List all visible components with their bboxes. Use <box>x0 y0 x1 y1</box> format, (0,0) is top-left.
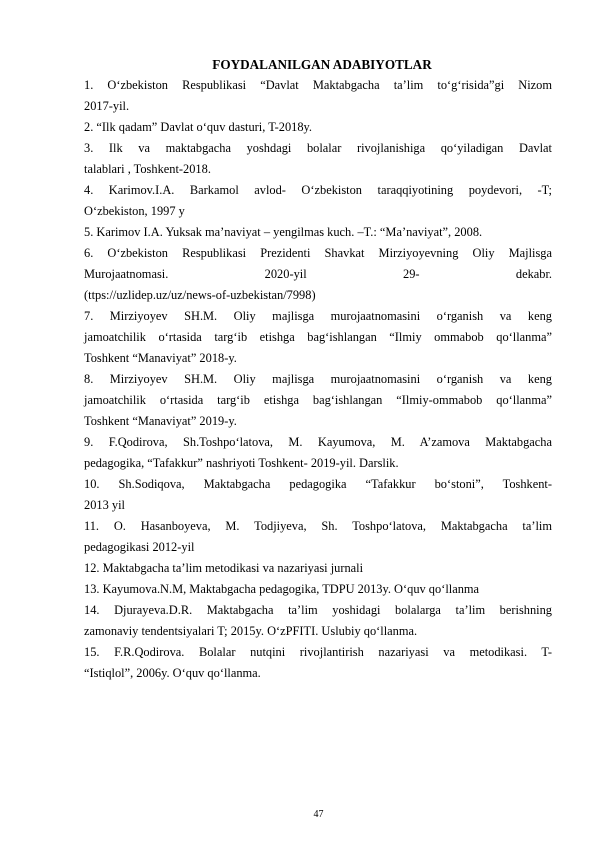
reference-line: 2. “Ilk qadam” Davlat o‘quv dasturi, T-2018y. <box>84 120 313 134</box>
reference-item <box>84 558 552 579</box>
reference-line: 11. O. Hasanboyeva, M. Todjiyeva, Sh. Toshpo‘latova, Maktabgacha ta’lim <box>84 519 552 533</box>
reference-item <box>84 222 552 243</box>
reference-line: (ttps://uzlidep.uz/uz/news-of-uzbekistan/7998) <box>84 288 316 302</box>
reference-line: 10. Sh.Sodiqova, Maktabgacha pedagogika “Tafakkur bo‘stoni”, Toshkent- <box>84 477 552 491</box>
reference-item <box>84 75 552 117</box>
reference-item <box>84 579 552 600</box>
reference-item <box>84 243 552 306</box>
reference-item <box>84 306 552 369</box>
reference-line: 15. F.R.Qodirova. Bolalar nutqini rivojlantirish nazariyasi va metodikasi. T- <box>84 645 552 659</box>
reference-item <box>84 138 552 180</box>
page-number: 47 <box>313 809 324 820</box>
reference-line: 7. Mirziyoyev SH.M. Oliy majlisga murojaatnomasini o‘rganish va keng <box>84 309 552 323</box>
reference-line: 2013 yil <box>84 498 125 512</box>
reference-line: zamonaviy tendentsiyalari T; 2015y. O‘zPFITI. Uslubiy qo‘llanma. <box>84 624 418 638</box>
reference-line: 1. O‘zbekiston Respublikasi “Davlat Maktabgacha ta’lim to‘g‘risida”gi Nizom <box>84 78 552 92</box>
reference-line: 13. Kayumova.N.M, Maktabgacha pedagogika, TDPU 2013y. O‘quv qo‘llanma <box>84 582 480 596</box>
reference-line: pedagogikasi 2012-yil <box>84 540 195 554</box>
page-title: FOYDALANILGAN ADABIYOTLAR <box>212 57 432 72</box>
reference-list <box>84 75 552 684</box>
reference-line: Toshkent “Manaviyat” 2018-y. <box>84 351 237 365</box>
reference-line: 12. Maktabgacha ta’lim metodikasi va nazariyasi jurnali <box>84 561 364 575</box>
reference-item <box>84 516 552 558</box>
reference-line: jamoatchilik o‘rtasida targ‘ib etishga bag‘ishlangan “Ilmiy-ommabob qo‘llanma” <box>84 393 552 407</box>
reference-item <box>84 642 552 684</box>
reference-line: 4. Karimov.I.A. Barkamol avlod- O‘zbekiston taraqqiyotining poydevori, -T; <box>84 183 552 197</box>
reference-line: 2017-yil. <box>84 99 130 113</box>
reference-line: O‘zbekiston, 1997 y <box>84 204 185 218</box>
reference-line: 8. Mirziyoyev SH.M. Oliy majlisga murojaatnomasini o‘rganish va keng <box>84 372 552 386</box>
reference-line: Murojaatnomasi. 2020-yil 29- dekabr. <box>84 267 552 281</box>
reference-line: 5. Karimov I.A. Yuksak ma’naviyat – yengilmas kuch. –T.: “Ma’naviyat”, 2008. <box>84 225 483 239</box>
reference-line: 6. O‘zbekiston Respublikasi Prezidenti Shavkat Mirziyoyevning Oliy Majlisga <box>84 246 552 260</box>
reference-line: 14. Djurayeva.D.R. Maktabgacha ta’lim yoshidagi bolalarga ta’lim berishning <box>84 603 552 617</box>
reference-line: talablari , Toshkent-2018. <box>84 162 211 176</box>
reference-line: “Istiqlol”, 2006y. O‘quv qo‘llanma. <box>84 666 261 680</box>
reference-line: jamoatchilik o‘rtasida targ‘ib etishga bag‘ishlangan “Ilmiy ommabob qo‘llanma” <box>84 330 552 344</box>
reference-item <box>84 474 552 516</box>
reference-line: Toshkent “Manaviyat” 2019-y. <box>84 414 237 428</box>
reference-line: 3. Ilk va maktabgacha yoshdagi bolalar rivojlanishiga qo‘yiladigan Davlat <box>84 141 552 155</box>
reference-item <box>84 432 552 474</box>
document-page <box>84 54 552 684</box>
reference-line: 9. F.Qodirova, Sh.Toshpo‘latova, M. Kayumova, M. A’zamova Maktabgacha <box>84 435 552 449</box>
reference-item <box>84 369 552 432</box>
reference-item <box>84 117 552 138</box>
reference-item <box>84 180 552 222</box>
reference-item <box>84 600 552 642</box>
reference-line: pedagogika, “Tafakkur” nashriyoti Toshkent- 2019-yil. Darslik. <box>84 456 399 470</box>
